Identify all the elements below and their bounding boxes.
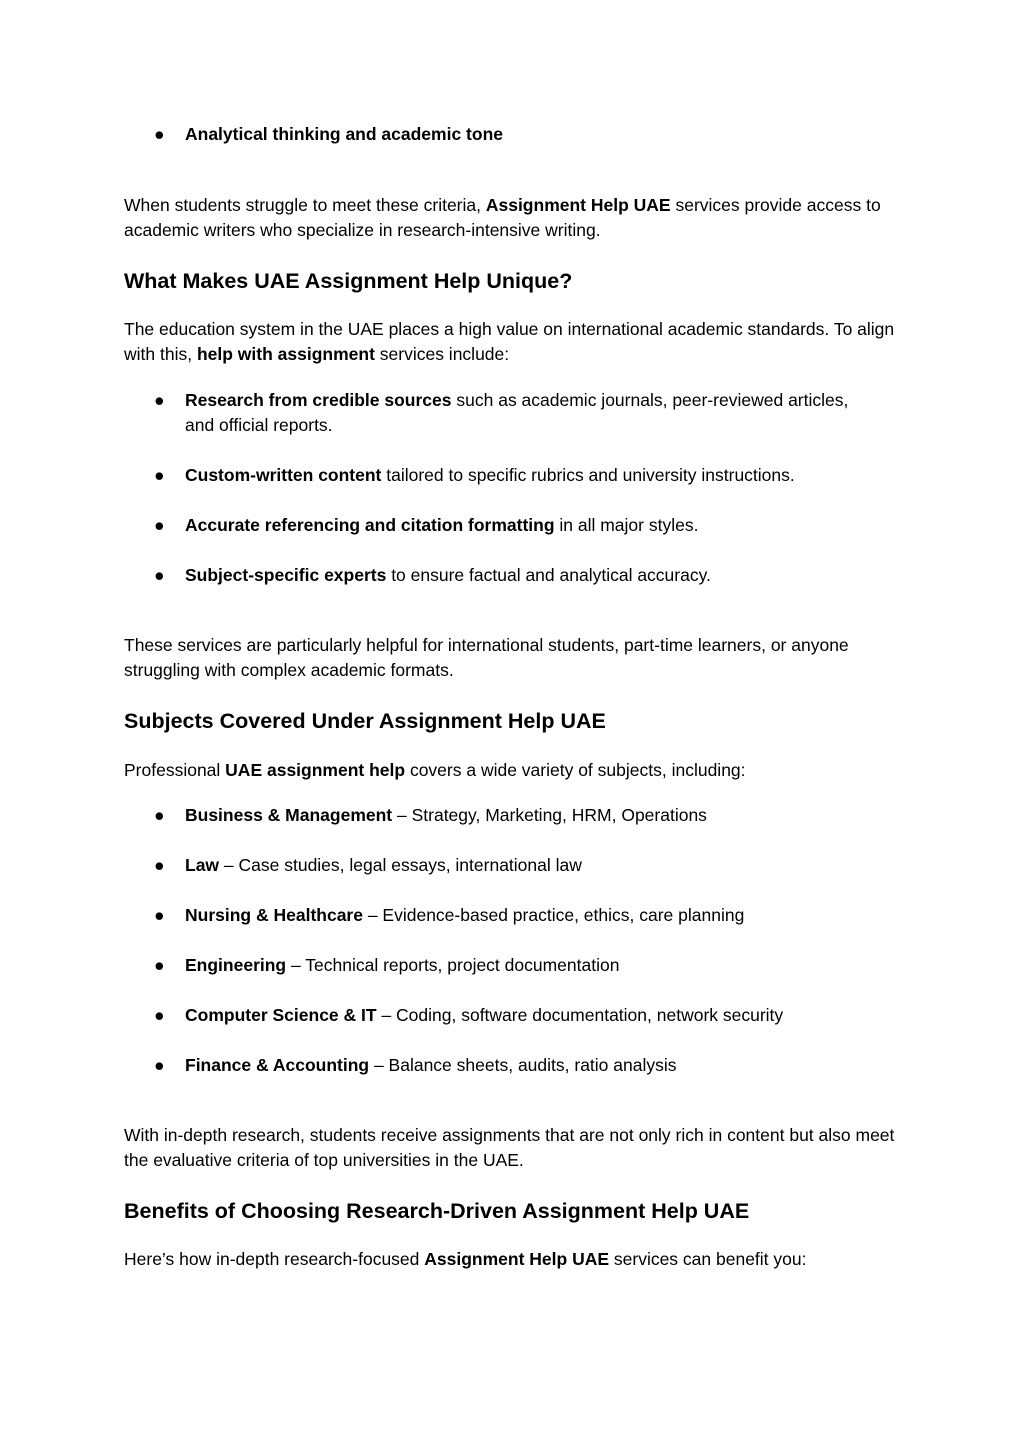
paragraph: When students struggle to meet these criteria, Assignment Help UAE services provide access to academic writers who specialize in research-intensive writing. xyxy=(124,195,881,240)
paragraph: Professional UAE assignment help covers a wide variety of subjects, including: xyxy=(124,760,746,780)
bullet-icon: ● xyxy=(154,905,165,925)
bullet-icon: ● xyxy=(154,515,165,535)
list-item: ● Accurate referencing and citation formatting in all major styles. xyxy=(154,513,874,538)
bullet-icon: ● xyxy=(154,465,165,485)
list-item-bold: Analytical thinking and academic tone xyxy=(185,124,503,144)
list-item: ● Subject-specific experts to ensure factual and analytical accuracy. xyxy=(154,563,874,588)
list-item xyxy=(154,122,874,147)
bullet-icon: ● xyxy=(154,390,165,410)
bullet-icon: ● xyxy=(154,124,165,144)
section-heading: Benefits of Choosing Research-Driven Assignment Help UAE xyxy=(124,1199,750,1223)
list-item: ● Custom-written content tailored to specific rubrics and university instructions. xyxy=(154,463,874,488)
bullet-icon: ● xyxy=(154,565,165,585)
paragraph: The education system in the UAE places a high value on international academic standards. To align with this, help with assignment services include: xyxy=(124,319,895,364)
bullet-icon: ● xyxy=(154,855,165,875)
list-item: ● Engineering – Technical reports, project documentation xyxy=(154,953,874,978)
paragraph: With in-depth research, students receive assignments that are not only rich in content but also meet the evaluative criteria of top universities in the UAE. xyxy=(124,1125,895,1170)
list-item: ● Finance & Accounting – Balance sheets, audits, ratio analysis xyxy=(154,1053,874,1078)
list-item: ● Business & Management – Strategy, Marketing, HRM, Operations xyxy=(154,803,874,828)
paragraph: Here’s how in-depth research-focused Assignment Help UAE services can benefit you: xyxy=(124,1249,807,1269)
list-item: ● Law – Case studies, legal essays, international law xyxy=(154,853,874,878)
list-item: ● Research from credible sources such as academic journals, peer-reviewed articles, and official reports. xyxy=(154,390,849,435)
section-heading: What Makes UAE Assignment Help Unique? xyxy=(124,269,573,293)
list-item: ● Nursing & Healthcare – Evidence-based practice, ethics, care planning xyxy=(154,903,874,928)
bullet-icon: ● xyxy=(154,805,165,825)
bullet-icon: ● xyxy=(154,1055,165,1075)
section-heading: Subjects Covered Under Assignment Help UAE xyxy=(124,709,606,733)
paragraph: These services are particularly helpful for international students, part-time learners, or anyone struggling with complex academic formats. xyxy=(124,635,849,680)
bullet-icon: ● xyxy=(154,955,165,975)
list-item: ● Computer Science & IT – Coding, software documentation, network security xyxy=(154,1003,874,1028)
bullet-icon: ● xyxy=(154,1005,165,1025)
